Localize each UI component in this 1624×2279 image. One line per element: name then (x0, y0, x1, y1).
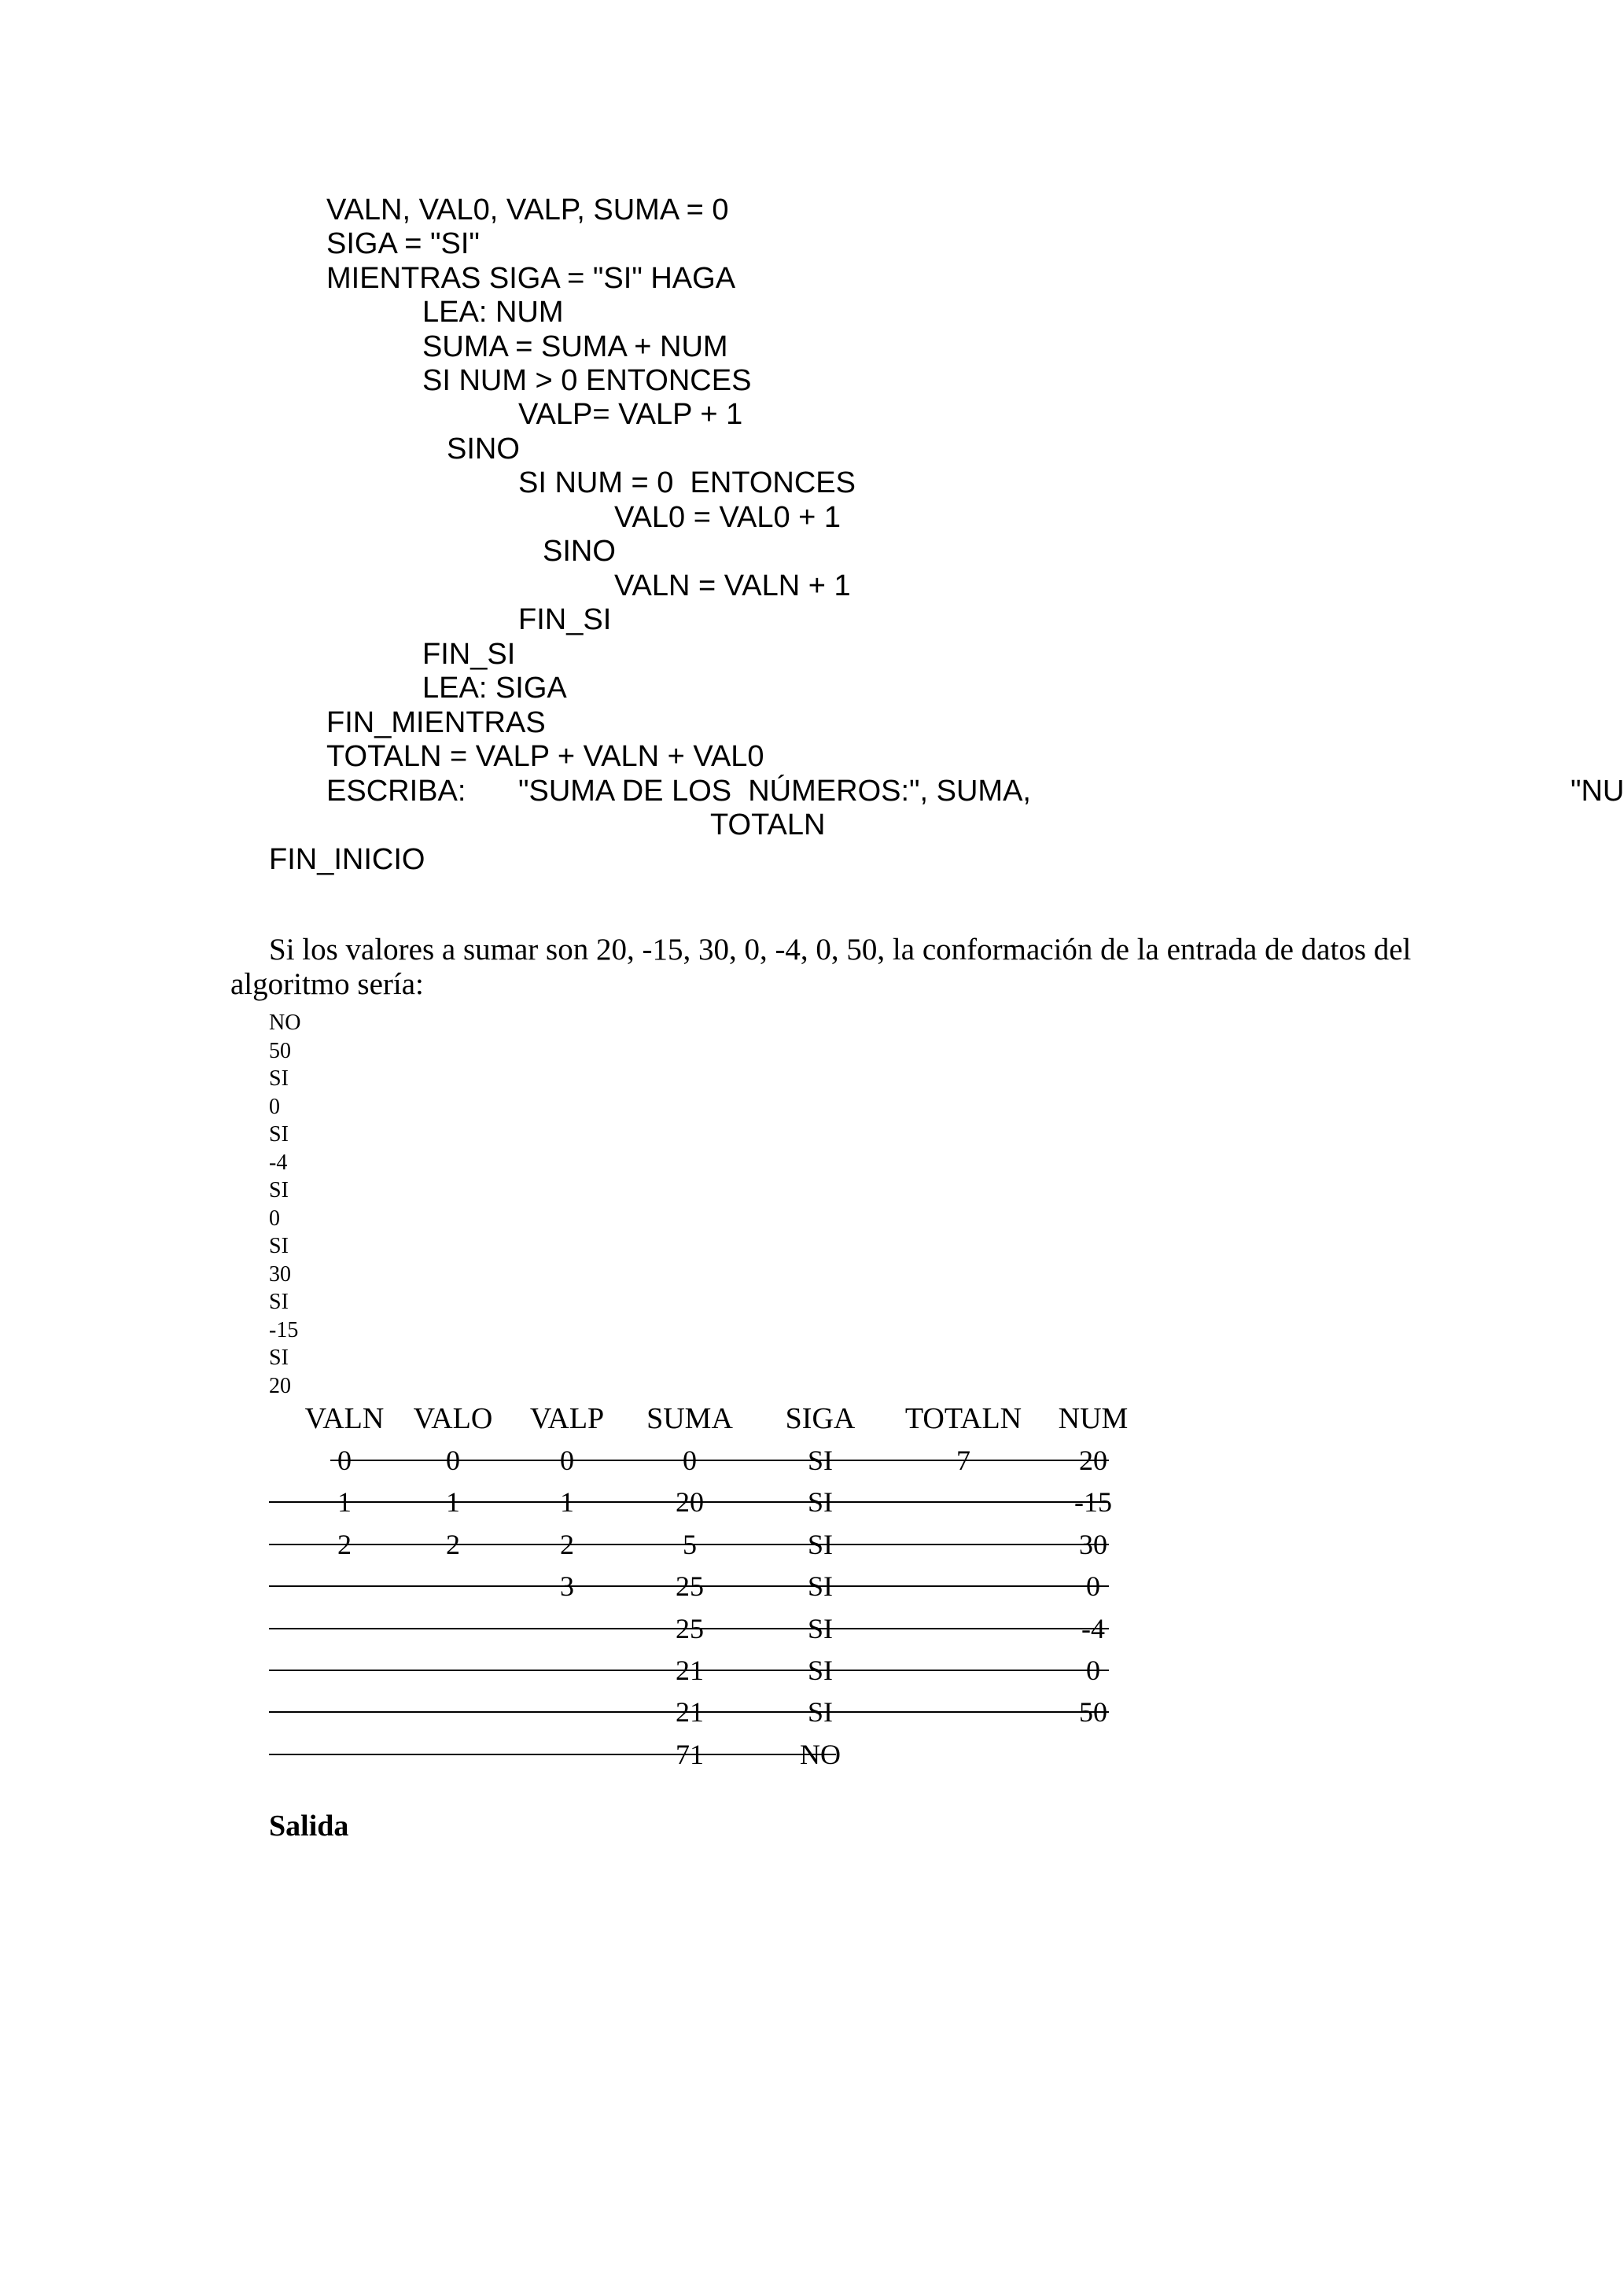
code-line: MIENTRAS SIGA = "SI" HAGA (326, 262, 736, 295)
code-line: LEA: SIGA (422, 672, 567, 705)
trace-line (269, 1754, 836, 1755)
table-cell: 21 (676, 1696, 704, 1728)
table-cell: 71 (676, 1739, 704, 1770)
input-stack-item: 20 (269, 1374, 291, 1398)
input-stack-item: SI (269, 1346, 289, 1370)
table-cell: 1 (337, 1486, 352, 1518)
code-line: SINO (447, 433, 520, 466)
table-cell: SI (807, 1570, 834, 1602)
code-line: FIN_SI (422, 638, 516, 671)
table-header-num: NUM (1058, 1402, 1129, 1435)
table-cell: 0 (1086, 1655, 1100, 1686)
paragraph-line-1: Si los valores a sumar son 20, -15, 30, 0, -4, 0, 50, la conformación de la entrada de datos del (269, 933, 1412, 966)
table-cell: 2 (560, 1529, 574, 1560)
input-stack-item: 30 (269, 1262, 291, 1287)
table-cell: 21 (676, 1655, 704, 1686)
table-cell: 1 (446, 1486, 460, 1518)
table-header-totaln: TOTALN (904, 1402, 1022, 1435)
code-line: SINO (543, 535, 616, 568)
table-cell: 25 (676, 1613, 704, 1644)
table-cell: 25 (676, 1570, 704, 1602)
table-cell: SI (807, 1486, 834, 1518)
table-cell: 5 (683, 1529, 697, 1560)
input-stack-item: SI (269, 1178, 289, 1202)
code-line: SI NUM > 0 ENTONCES (422, 364, 752, 397)
code-line: LEA: NUM (422, 296, 564, 329)
table-cell: 0 (337, 1445, 352, 1476)
table-header-valo: VALO (413, 1402, 493, 1435)
table-cell: 30 (1079, 1529, 1107, 1560)
input-stack-item: SI (269, 1290, 289, 1314)
table-cell: 0 (560, 1445, 574, 1476)
paragraph-line-2: algoritmo sería: (230, 967, 424, 1001)
table-cell: 20 (1079, 1445, 1107, 1476)
table-cell: 7 (956, 1445, 970, 1476)
table-cell: 20 (676, 1486, 704, 1518)
code-line: VALN = VALN + 1 (614, 569, 851, 602)
code-line: ESCRIBA: (326, 775, 466, 808)
input-stack-item: SI (269, 1122, 289, 1147)
table-cell: SI (807, 1655, 834, 1686)
code-line: FIN_INICIO (269, 843, 425, 876)
table-header-siga: SIGA (785, 1402, 856, 1435)
table-cell: -4 (1081, 1613, 1105, 1644)
table-cell: SI (807, 1696, 834, 1728)
table-cell: SI (807, 1529, 834, 1560)
code-line-clipped: "NU (1571, 775, 1624, 808)
table-header-valp: VALP (529, 1402, 605, 1435)
table-cell: 2 (446, 1529, 460, 1560)
input-stack-item: 0 (269, 1095, 280, 1119)
table-cell: 0 (1086, 1570, 1100, 1602)
table-cell: 1 (560, 1486, 574, 1518)
input-stack-item: 0 (269, 1206, 280, 1231)
input-stack-item: SI (269, 1234, 289, 1258)
input-stack-item: NO (269, 1011, 301, 1035)
table-header-valn: VALN (304, 1402, 385, 1435)
code-line: FIN_MIENTRAS (326, 706, 546, 739)
table-cell: SI (807, 1445, 834, 1476)
table-header-suma: SUMA (646, 1402, 733, 1435)
input-stack-item: -15 (269, 1318, 299, 1342)
code-line: VALP= VALP + 1 (518, 398, 743, 431)
input-stack-item: -4 (269, 1151, 288, 1175)
code-line: "SUMA DE LOS NÚMEROS:", SUMA, (518, 775, 1031, 808)
code-line: SIGA = "SI" (326, 227, 480, 260)
input-stack-item: SI (269, 1066, 289, 1091)
code-line: TOTALN = VALP + VALN + VAL0 (326, 740, 764, 773)
table-cell: 50 (1079, 1696, 1107, 1728)
code-line: SUMA = SUMA + NUM (422, 330, 728, 363)
table-cell: 0 (683, 1445, 697, 1476)
table-cell: 3 (560, 1570, 574, 1602)
code-line: FIN_SI (518, 603, 612, 636)
table-cell: 0 (446, 1445, 460, 1476)
code-line: SI NUM = 0 ENTONCES (518, 466, 856, 499)
output-heading: Salida (269, 1810, 349, 1843)
code-line: VALN, VAL0, VALP, SUMA = 0 (326, 193, 729, 226)
table-cell: SI (807, 1613, 834, 1644)
table-cell: 2 (337, 1529, 352, 1560)
code-line: TOTALN (710, 808, 826, 841)
table-cell: NO (800, 1739, 841, 1770)
code-line: VAL0 = VAL0 + 1 (614, 501, 841, 534)
input-stack-item: 50 (269, 1039, 291, 1063)
table-cell: -15 (1074, 1486, 1112, 1518)
